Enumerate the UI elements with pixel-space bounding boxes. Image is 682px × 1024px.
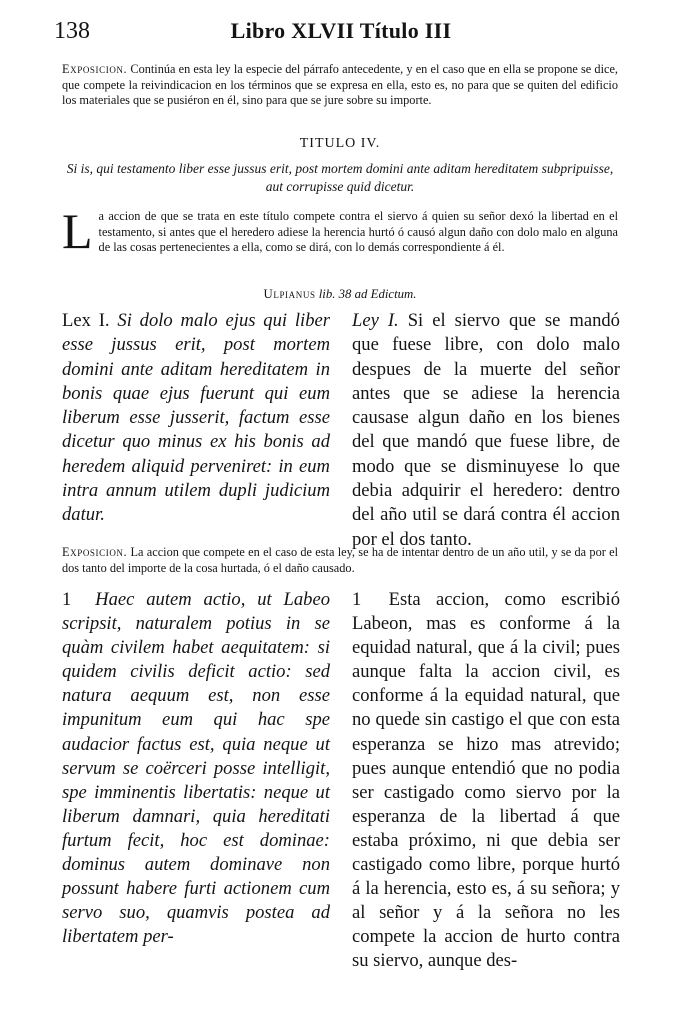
intro-text: a accion de que se trata en este título compete contra el siervo á quien su señor dexó la libertad en el testamento, si antes que el heredero adiese la herencia hurtó ó causó algun daño con dolo malo en alguna de las cosas pertenecientes a ella, como se dirá, con lo demás correspondiente á él.: [98, 209, 618, 255]
page-number: 138: [54, 18, 90, 44]
lex-latin-text: Si dolo malo ejus qui liber esse jussus erit, post mortem domini ante aditam hereditatem in bonis quae ejus fuerunt qui eum liberum esse jusserit, factum esse dicetur quo minus ex his bonis ad heredem aliquid perveniret: in eum intra annum utilem dupli judicium datur.: [62, 310, 330, 526]
section-title: TITULO IV.: [299, 136, 381, 151]
source-ref: lib. 38 ad Edictum.: [318, 287, 417, 301]
exposicion-text: Continúa en esta ley la especie del párrafo antecedente, y en el caso que en ella se propone se dice, que compete la reivindicacion en los términos que se expresa en ella, esto es, no para que se quiten del edificio los materiales que se pusiéron en él, sino para que se jure sobre su importe.: [62, 62, 618, 108]
lex-latin: [62, 309, 330, 528]
exposicion-mid-text: La accion que compete en el caso de esta ley, se ha de intentar dentro de un año util, y se da por el dos tanto del importe de la cosa hurtada, ó el daño causado.: [62, 545, 618, 575]
drop-cap: L: [62, 203, 93, 259]
paragraph1-latin-text: Haec autem actio, ut Labeo scripsit, naturalem potius in se quàm civilem habet aequitatem: si quidem civilis deficit actio: sed natura aequum est, non esse impunitum eum qui hac spe audacior factus est, quia neque ut servum se coërceri posse intelligit, spe imminentis libertatis: neque ut liberum damnari, quia hereditati furtum fecit, hoc est dominae: dominus autem dominave non possunt habere furti actionem cum servo suo, quamvis postea ad libertatem per-: [62, 589, 330, 948]
source-author: Ulpianus: [263, 287, 316, 301]
lex-spanish-label: Ley I.: [352, 310, 399, 331]
title-rubric: Si is, qui testamento liber esse jussus erit, post mortem domini ante aditam hereditatem subpripuisse, aut corrupisse quid dicetur.: [66, 161, 614, 194]
lex-spanish: [352, 309, 620, 552]
intro-paragraph: [62, 203, 618, 259]
paragraph1-spanish: [352, 588, 620, 974]
lex-latin-label: Lex I.: [62, 310, 110, 331]
page-header: [54, 18, 628, 52]
running-head: Libro XLVII Título III: [230, 18, 452, 43]
lex-spanish-text: Si el siervo que se mandó que fuese libre, con dolo malo despues de la muerte del señor antes que se adiese la herencia causase algun daño en los bienes del que mandó que fuese libre, de modo que se disminuyese lo que debia adquirir el heredero: dentro del año util se dará contra él accion por el dos tanto.: [352, 310, 620, 550]
paragraph1-latin: [62, 588, 330, 949]
source-citation: [62, 287, 618, 302]
paragraph1-spanish-number: 1: [352, 589, 362, 610]
paragraph1-latin-number: 1: [62, 589, 72, 610]
exposicion-top: [62, 62, 618, 109]
exposicion-label: Exposicion.: [62, 62, 128, 76]
paragraph1-spanish-text: Esta accion, como escribió Labeon, mas es conforme á la equidad natural, que á la civil; pues aunque falta la accion civil, es conforme á la equidad natural, que no quede sin castigo el que con esta esperanza se hizo mas atrevido; pues aunque entendió que no podia ser castigado como siervo por la esperanza de la libertad á que estaba próximo, ni que debia ser castigado como libre, porque hurtó á la herencia, esto es, á su señora; y al señor y á la señora no les compete la accion de hurto contra su siervo, aunque des-: [352, 589, 620, 972]
exposicion-mid-label: Exposicion.: [62, 545, 128, 559]
exposicion-mid: [62, 545, 618, 576]
